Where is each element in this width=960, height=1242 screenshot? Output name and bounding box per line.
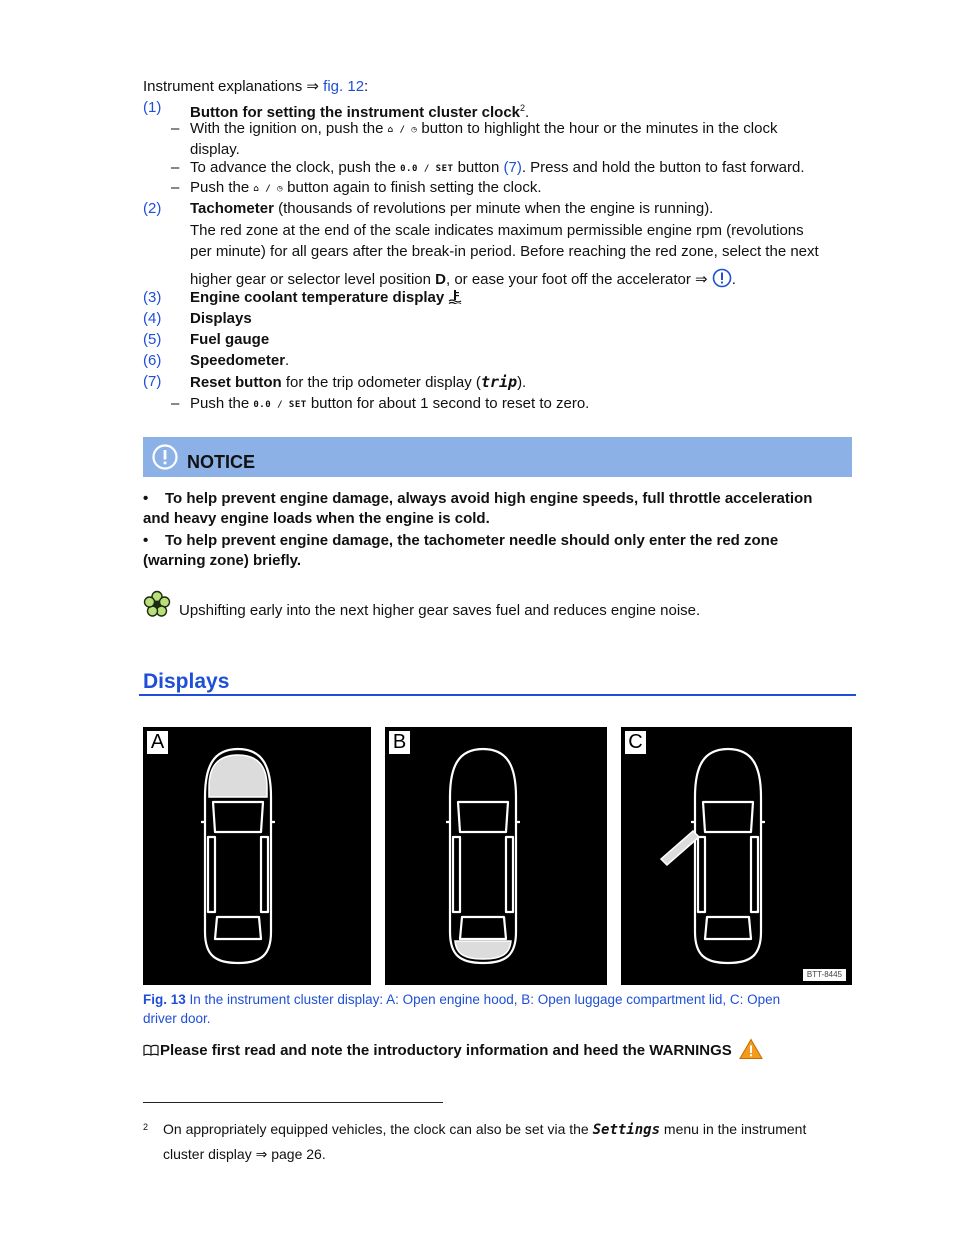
tachometer-paragraph (190, 220, 855, 294)
para-end: . (731, 271, 736, 288)
bullet-dot: • (143, 490, 149, 507)
set-button-icon: 0.0 / SET (253, 400, 307, 410)
item-title: Button for setting the instrument cluster clock (190, 104, 521, 121)
step-text: button again to finish setting the clock. (287, 179, 542, 196)
bullet-text: To help prevent engine damage, always avoid high engine speeds, full throttle acceleration (165, 490, 813, 507)
gear-d: D (435, 271, 446, 288)
section-title: Displays (143, 670, 230, 693)
step-text: button for about 1 second to reset to zero. (310, 395, 590, 412)
item-number: (1) (143, 99, 162, 116)
panel-label-b: B (389, 731, 410, 754)
step-text: . Press and hold the button to fast forward. (521, 159, 805, 176)
figure-13 (143, 727, 852, 985)
step-text: Push the (190, 179, 250, 196)
intro-colon: : (364, 78, 369, 95)
item-title: Tachometer (190, 200, 274, 217)
caption-text: driver door. (143, 1011, 211, 1026)
car-b-outline (446, 749, 520, 963)
caption-text: In the instrument cluster display: A: Open engine hood, B: Open luggage compartment lid, C: Open (185, 992, 781, 1007)
clock-button-icon: ⌂ / ◷ (387, 125, 418, 135)
dash: – (171, 395, 180, 412)
notice-bullet-1 (143, 489, 853, 529)
footnote-text: On appropriately equipped vehicles, the clock can also be set via the (163, 1121, 593, 1137)
dash: – (171, 159, 180, 176)
bullet-text: and heavy engine loads when the engine is cold. (143, 510, 490, 527)
panel-label-c: C (625, 731, 646, 754)
book-icon (143, 1043, 159, 1060)
read-first-line (143, 1038, 763, 1064)
step-text: button to highlight the hour or the minutes in the clock (421, 120, 778, 137)
item-number: (6) (143, 352, 162, 369)
item-tail: . (525, 104, 530, 121)
notice-icon (151, 443, 179, 475)
notice-label: NOTICE (187, 452, 256, 472)
item-number: (2) (143, 200, 162, 217)
para-line: per minute) for all gears after the break-in period. Before reaching the red zone, select the next (190, 243, 819, 260)
item-number: (4) (143, 310, 162, 327)
panel-divider (371, 727, 385, 985)
eco-flower-icon (143, 590, 171, 622)
panel-label-a: A (147, 731, 168, 754)
dash: – (171, 120, 180, 137)
footnote-text: menu in the instrument (660, 1121, 807, 1137)
panel-divider (607, 727, 621, 985)
item-title: Fuel gauge (190, 331, 270, 348)
coolant-temperature-icon (448, 289, 462, 310)
item-number: (3) (143, 289, 162, 306)
caption-label: Fig. 13 (143, 992, 186, 1007)
trip-display-label: trip (480, 373, 518, 391)
bullet-text: To help prevent engine damage, the tachometer needle should only enter the red zone (165, 532, 779, 549)
fig-12-link[interactable]: fig. 12 (323, 78, 365, 95)
item-number: (7) (143, 373, 162, 390)
footnote-text: cluster display ⇒ page 26. (163, 1146, 326, 1162)
footnote-ref[interactable]: 2 (520, 103, 526, 113)
step-text: button (457, 159, 500, 176)
item-7-link[interactable]: (7) (503, 159, 522, 176)
clock-button-icon: ⌂ / ◷ (253, 184, 283, 194)
para-line: higher gear or selector level position (190, 271, 436, 288)
open-trunk-highlight (455, 941, 511, 959)
notice-bullet-2 (143, 531, 853, 571)
item-number: (5) (143, 331, 162, 348)
item-title: Reset button (190, 374, 282, 391)
footnote-divider (143, 1102, 443, 1103)
settings-menu-label: Settings (592, 1122, 661, 1138)
para-line: The red zone at the end of the scale indicates maximum permissible engine rpm (revolutions (190, 222, 804, 239)
item-tail: ). (517, 374, 527, 391)
para-line: , or ease your foot off the accelerator ⇒ (445, 271, 708, 288)
item-rest: for the trip odometer display ( (281, 374, 481, 391)
bullet-dot: • (143, 532, 149, 549)
figure-caption (143, 990, 848, 1028)
intro-line (143, 77, 368, 95)
step-text: display. (190, 141, 240, 158)
set-button-icon: 0.0 / SET (400, 164, 454, 174)
bullet-text: (warning zone) briefly. (143, 552, 302, 569)
figure-code: BTT-8445 (803, 969, 846, 981)
item-title: Displays (190, 310, 252, 327)
notice-banner (143, 437, 852, 477)
item-title: Speedometer (190, 352, 286, 369)
step-text: To advance the clock, push the (190, 159, 396, 176)
dash: – (171, 179, 180, 196)
car-diagrams (143, 727, 852, 985)
footnote-number: 2 (143, 1122, 149, 1132)
item-tail: . (285, 352, 290, 369)
item-rest: (thousands of revolutions per minute when the engine is running). (273, 200, 714, 217)
section-divider (139, 694, 856, 696)
warning-triangle-icon[interactable] (739, 1038, 763, 1064)
open-hood-highlight (209, 755, 267, 797)
step-text: Push the (190, 395, 250, 412)
eco-tip-text: Upshifting early into the next higher gear saves fuel and reduces engine noise. (179, 602, 701, 619)
read-first-text: Please first read and note the introductory information and heed the WARNINGS (160, 1042, 732, 1059)
intro-text: Instrument explanations ⇒ (143, 78, 319, 95)
car-c-outline (691, 749, 765, 963)
open-door-highlight (661, 831, 699, 865)
item-title: Engine coolant temperature display (190, 289, 445, 306)
step-text: With the ignition on, push the (190, 120, 384, 137)
